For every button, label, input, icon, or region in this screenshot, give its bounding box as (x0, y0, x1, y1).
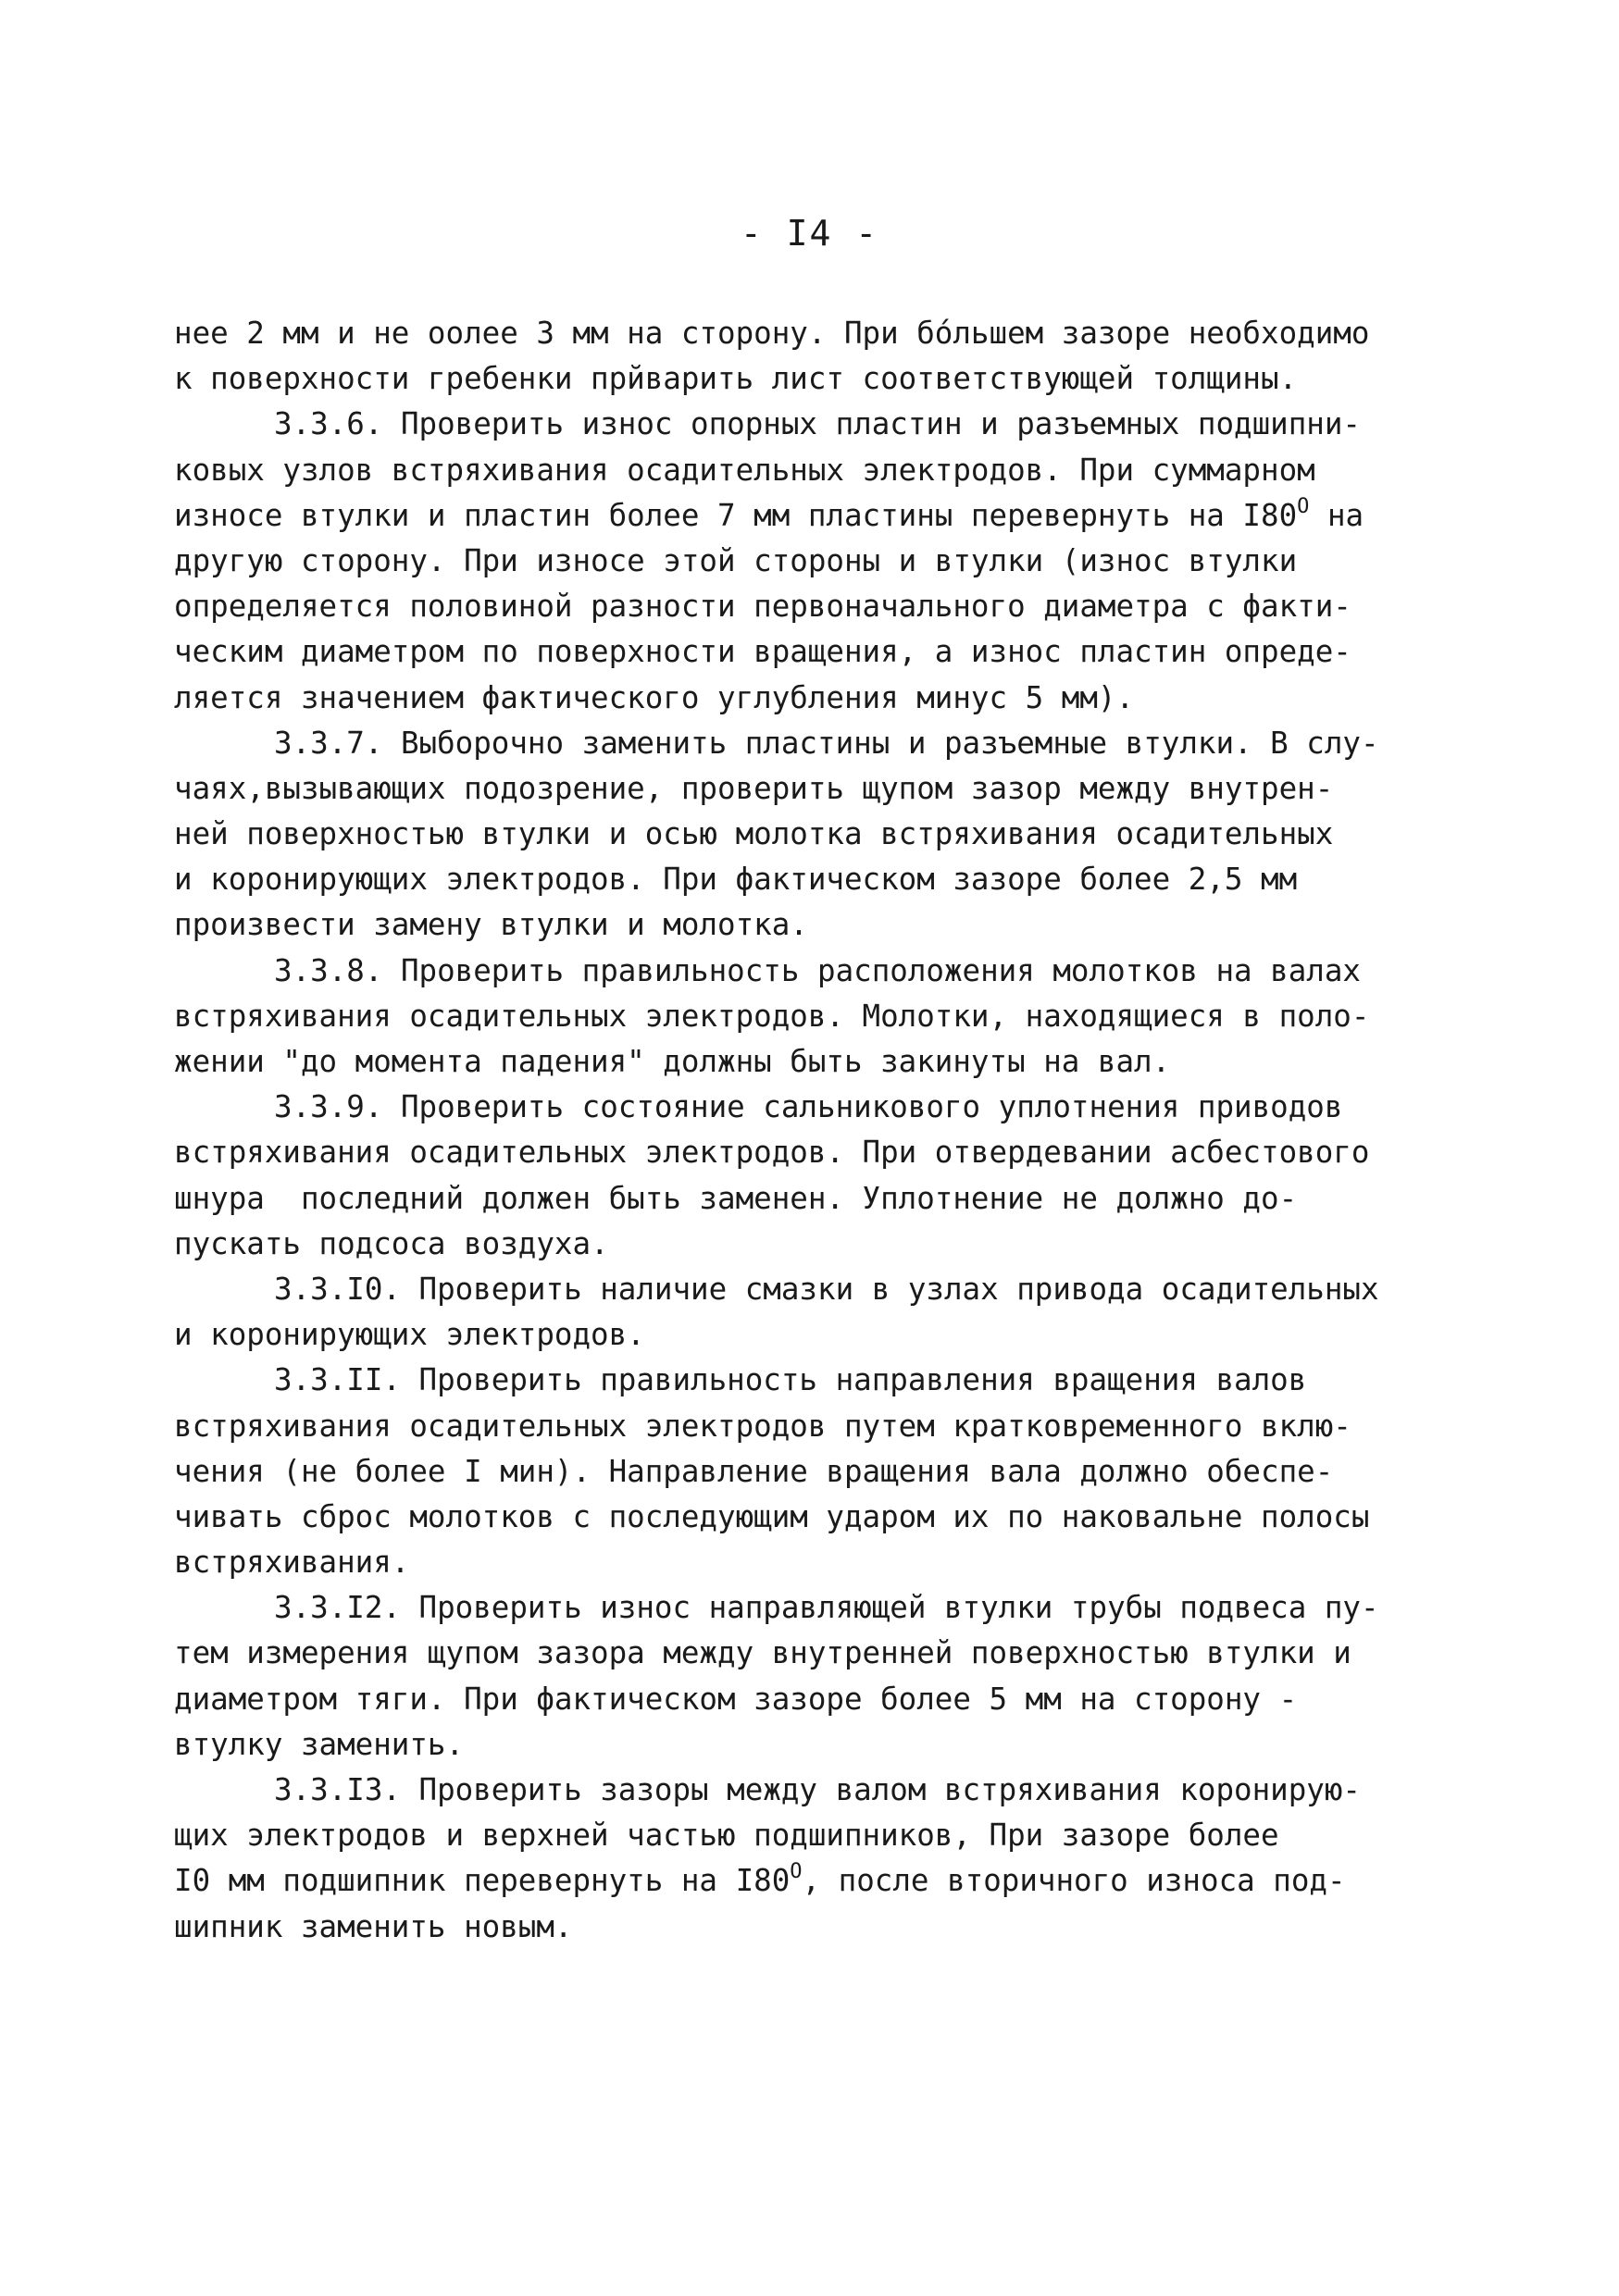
line-text: встряхивания осадительных электродов. Молотки, находящиеся в поло- (174, 998, 1370, 1034)
line-text: определяется половиной разности первоначального диаметра с факти- (174, 589, 1351, 625)
line-text: к поверхности гребенки прйварить лист соответствующей толщины. (174, 361, 1298, 397)
text-line (174, 949, 1470, 994)
text-line (174, 1222, 1470, 1267)
text-line (174, 1677, 1470, 1722)
text-line (174, 1813, 1470, 1858)
line-text: другую сторону. При износе этой стороны и втулки (износ втулки (174, 542, 1298, 578)
line-text: 3.3.9. Проверить состояние сальникового уплотнения приводов (274, 1089, 1343, 1125)
line-text: встряхивания. (174, 1545, 410, 1581)
text-line (174, 721, 1470, 766)
line-text: I0 мм подшипник перевернуть на I80 (174, 1863, 791, 1899)
text-line (174, 1085, 1470, 1130)
text-line (174, 356, 1470, 402)
line-text: и коронирующих электродов. (174, 1317, 645, 1353)
text-line (174, 1176, 1470, 1222)
text-line (174, 1267, 1470, 1312)
line-text: ческим диаметром по поверхности вращения, а износ пластин опреде- (174, 634, 1351, 670)
line-text: произвести замену втулки и молотка. (174, 907, 808, 943)
text-line (174, 1540, 1470, 1585)
text-line (174, 539, 1470, 584)
line-text: встряхивания осадительных электродов путем кратковременного вклю- (174, 1408, 1351, 1444)
text-line (174, 857, 1470, 902)
line-text: 3.3.7. Выборочно заменить пластины и разъемные втулки. В слу- (274, 725, 1379, 761)
degree-superscript: О (790, 1860, 803, 1884)
line-text: пускать подсоса воздуха. (174, 1225, 609, 1261)
text-line (174, 1039, 1470, 1085)
line-text-after: , после вторичного износа под- (802, 1863, 1346, 1899)
line-text: ковых узлов встряхивания осадительных электродов. При суммарном (174, 452, 1315, 488)
text-line (174, 1449, 1470, 1495)
line-text: диаметром тяги. При фактическом зазоре более 5 мм на сторону - (174, 1681, 1298, 1717)
text-line (174, 1495, 1470, 1540)
text-line (174, 493, 1470, 539)
text-line (174, 766, 1470, 812)
text-line (174, 1358, 1470, 1403)
body-text (174, 311, 1470, 1950)
line-text: ней поверхностью втулки и осью молотка встряхивания осадительных (174, 816, 1334, 852)
line-text: 3.3.II. Проверить правильность направления вращения валов (274, 1362, 1307, 1398)
line-text: щих электродов и верхней частью подшипников, При зазоре более (174, 1818, 1279, 1854)
degree-superscript: О (1297, 494, 1310, 518)
text-line (174, 812, 1470, 857)
text-line (174, 311, 1470, 356)
text-line (174, 1768, 1470, 1813)
line-text: шипник заменить новым. (174, 1908, 573, 1944)
text-line (174, 1585, 1470, 1631)
line-text: ляется значением фактического углубления минус 5 мм). (174, 679, 1135, 715)
text-line (174, 1905, 1470, 1950)
text-line (174, 1130, 1470, 1175)
line-text: чаях,вызывающих подозрение, проверить щупом зазор между внутрен- (174, 770, 1334, 806)
text-line (174, 629, 1470, 675)
text-line (174, 1722, 1470, 1768)
line-text: втулку заменить. (174, 1726, 465, 1762)
line-text: 3.3.6. Проверить износ опорных пластин и разъемных подшипни- (274, 406, 1361, 442)
line-text: шнура последний должен быть заменен. Уплотнение не должно до- (174, 1180, 1298, 1216)
text-line (174, 676, 1470, 721)
line-text: тем измерения щупом зазора между внутренней поверхностью втулки и (174, 1635, 1351, 1671)
text-line (174, 1631, 1470, 1676)
line-text: 3.3.I3. Проверить зазоры между валом встряхивания коронирую- (274, 1772, 1361, 1807)
line-text: чения (не более I мин). Направление вращения вала должно обеспе- (174, 1453, 1334, 1489)
line-text: 3.3.I2. Проверить износ направляющей втулки трубы подвеса пу- (274, 1590, 1379, 1626)
text-line (174, 1312, 1470, 1358)
line-text: встряхивания осадительных электродов. При отвердевании асбестового (174, 1135, 1370, 1171)
line-text: жении "до момента падения" должны быть закинуты на вал. (174, 1044, 1171, 1079)
text-line (174, 902, 1470, 948)
line-text: и коронирующих электродов. При фактическом зазоре более 2,5 мм (174, 862, 1298, 898)
line-text: 3.3.I0. Проверить наличие смазки в узлах привода осадительных (274, 1271, 1379, 1307)
line-text-after: на (1309, 497, 1364, 533)
line-text: нее 2 мм и не oолее 3 мм на сторону. При бо́льшем зазоре необходимо (174, 316, 1370, 351)
page-number: - I4 - (740, 213, 879, 254)
text-line (174, 448, 1470, 493)
text-line (174, 1858, 1470, 1904)
line-text: 3.3.8. Проверить правильность расположения молотков на валах (274, 952, 1361, 988)
text-line (174, 584, 1470, 629)
text-line (174, 1404, 1470, 1449)
line-text: износе втулки и пластин более 7 мм пластины перевернуть на I80 (174, 497, 1298, 533)
text-line (174, 994, 1470, 1039)
text-line (174, 402, 1470, 447)
line-text: чивать сброс молотков с последующим ударом их по наковальне полосы (174, 1498, 1370, 1534)
